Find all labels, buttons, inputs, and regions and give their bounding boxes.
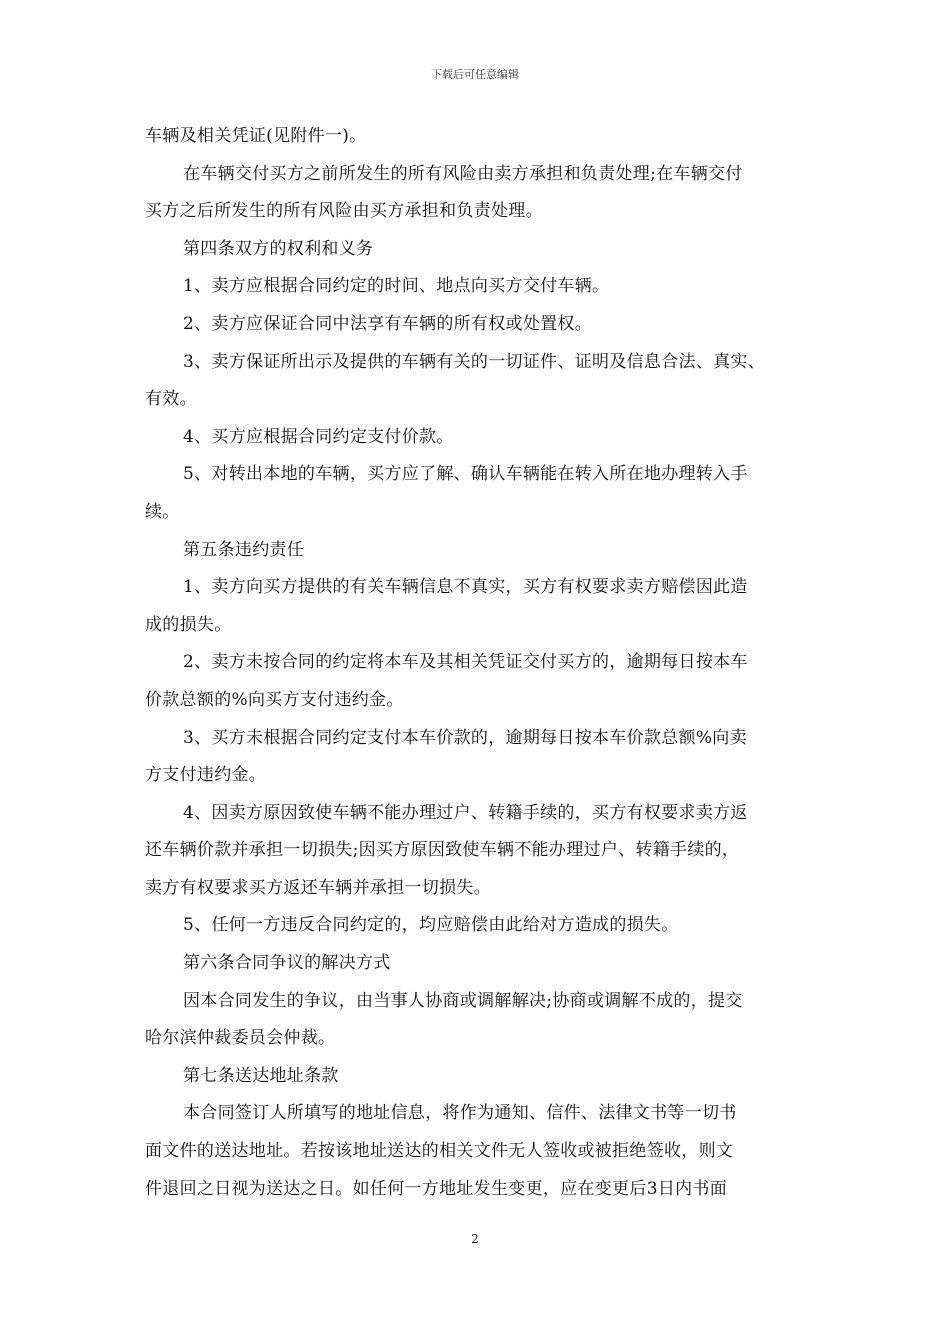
text-line: 续。: [145, 501, 180, 522]
text-line: 3、卖方保证所出示及提供的车辆有关的一切证件、证明及信息合法、真实、: [183, 351, 766, 372]
text-line: 卖方有权要求买方返还车辆并承担一切损失。: [145, 877, 491, 898]
text-line: 因本合同发生的争议，由当事人协商或调解解决;协商或调解不成的，提交: [183, 990, 743, 1011]
text-line: 有效。: [145, 389, 197, 410]
text-line: 还车辆价款并承担一切损失;因买方原因致使车辆不能办理过户、转籍手续的，: [145, 840, 740, 861]
text-line: 1、卖方向买方提供的有关车辆信息不真实，买方有权要求卖方赔偿因此造: [183, 577, 748, 598]
text-line: 面文件的送达地址。若按该地址送达的相关文件无人签收或被拒绝签收，则文: [145, 1141, 734, 1162]
text-line: 第七条送达地址条款: [183, 1065, 339, 1086]
document-body: [145, 118, 817, 1208]
page-number: 2: [471, 1232, 479, 1246]
text-line: 哈尔滨仲裁委员会仲裁。: [145, 1028, 336, 1049]
page-header: 下载后可任意编辑: [431, 68, 519, 81]
text-line: 方支付违约金。: [145, 765, 267, 786]
text-line: 5、任何一方违反合同约定的，均应赔偿由此给对方造成的损失。: [183, 915, 679, 936]
text-line: 价款总额的%向买方支付违约金。: [145, 689, 404, 710]
text-line: 车辆及相关凭证(见附件一)。: [145, 126, 367, 146]
text-line: 1、卖方应根据合同约定的时间、地点向买方交付车辆。: [183, 276, 610, 297]
text-line: 件退回之日视为送达之日。如任何一方地址发生变更，应在变更后3日内书面: [145, 1178, 728, 1199]
text-line: 3、买方未根据合同约定支付本车价款的，逾期每日按本车价款总额%向卖: [183, 727, 747, 748]
text-line: 第六条合同争议的解决方式: [183, 953, 391, 974]
text-line: 4、买方应根据合同约定支付价款。: [183, 426, 454, 447]
text-line: 4、因卖方原因致使车辆不能办理过户、转籍手续的，买方有权要求卖方返: [183, 802, 748, 823]
text-line: 5、对转出本地的车辆，买方应了解、确认车辆能在转入所在地办理转入手: [183, 464, 748, 485]
text-line: 在车辆交付买方之前所发生的所有风险由卖方承担和负责处理;在车辆交付: [183, 163, 743, 184]
text-line: 2、卖方应保证合同中法享有车辆的所有权或处置权。: [183, 313, 593, 334]
text-line: 第四条双方的权利和义务: [183, 238, 374, 259]
text-line: 成的损失。: [145, 614, 232, 635]
text-line: 本合同签订人所填写的地址信息，将作为通知、信件、法律文书等一切书: [183, 1103, 737, 1124]
text-line: 买方之后所发生的所有风险由买方承担和负责处理。: [145, 201, 543, 222]
text-line: 2、卖方未按合同的约定将本车及其相关凭证交付买方的，逾期每日按本车: [183, 652, 748, 673]
text-line: 第五条违约责任: [183, 539, 305, 560]
